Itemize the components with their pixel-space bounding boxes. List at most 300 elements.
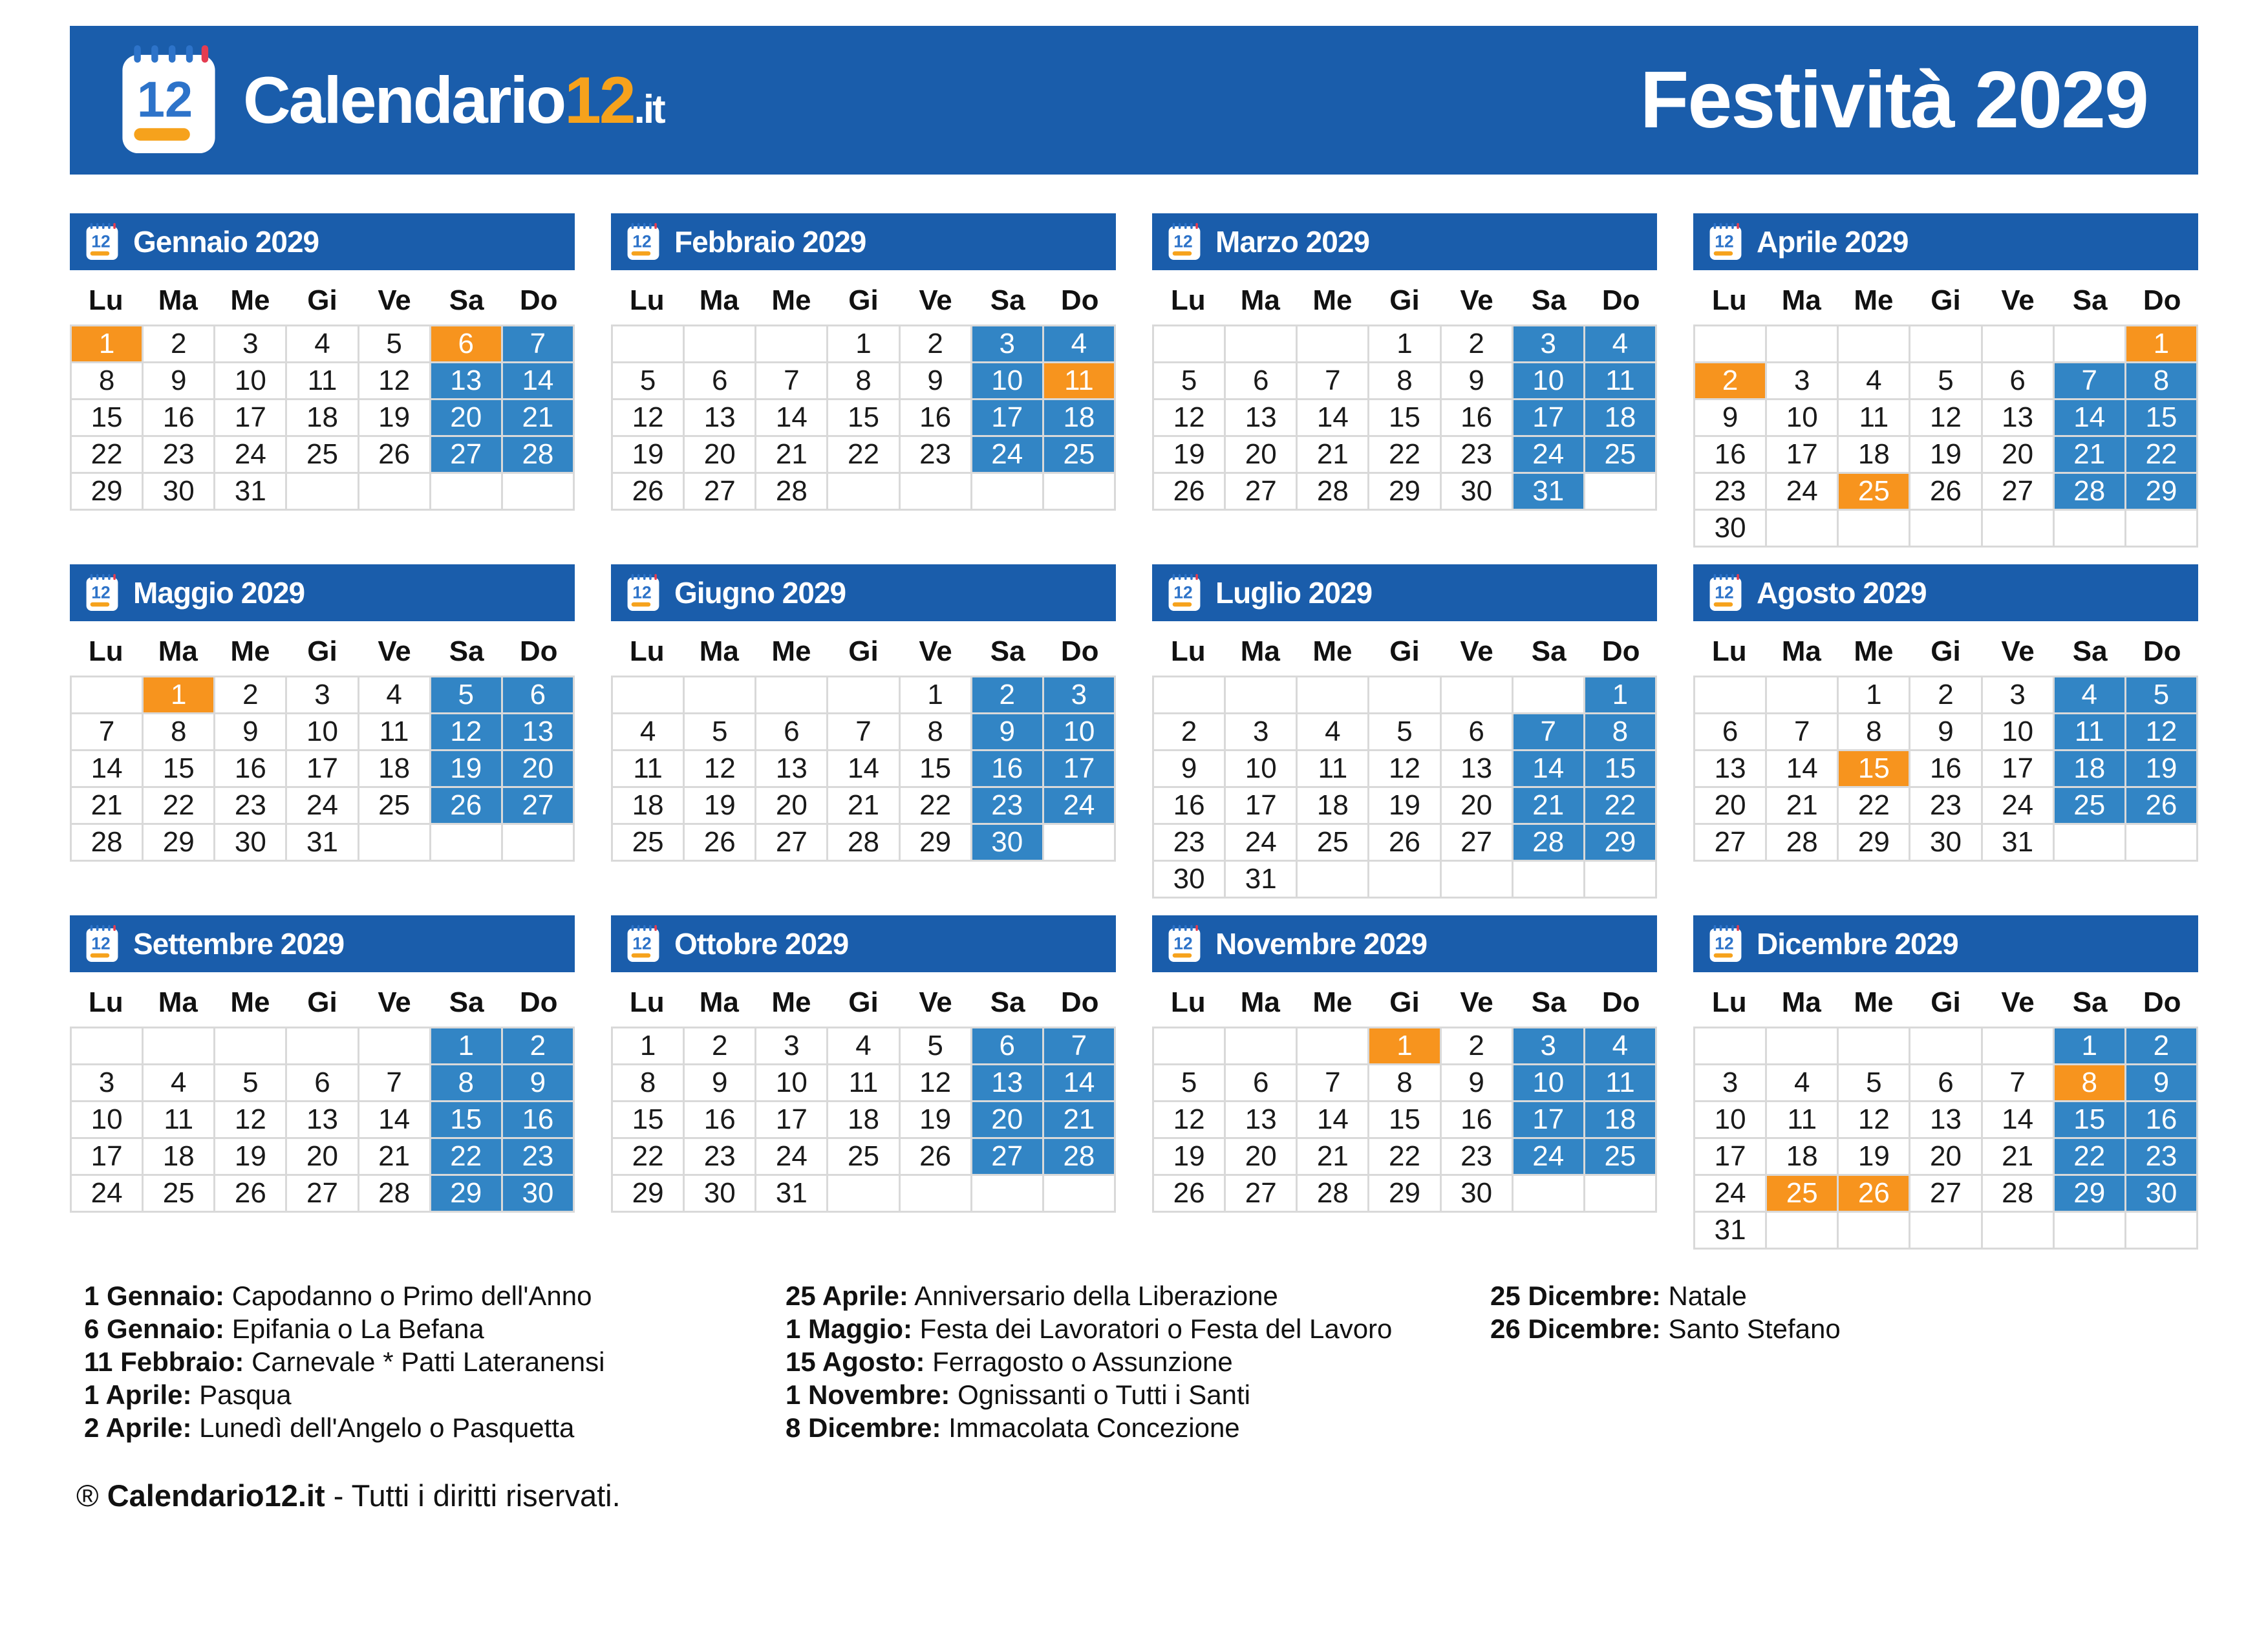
day-cell: 23 xyxy=(1910,787,1982,824)
empty-cell xyxy=(1982,1028,2053,1065)
weekday-header: Gi xyxy=(307,986,337,1018)
month-calendar xyxy=(1693,915,2198,1250)
day-cell: 30 xyxy=(1695,510,1766,547)
weekend-cell: 16 xyxy=(502,1102,573,1138)
brand-name: Calendario xyxy=(243,63,565,137)
weekday-header: Ve xyxy=(2001,986,2035,1018)
empty-cell xyxy=(1225,326,1297,363)
day-cell: 17 xyxy=(286,751,358,787)
day-cell: 28 xyxy=(71,824,143,861)
day-cell: 5 xyxy=(899,1028,971,1065)
day-cell: 22 xyxy=(1369,1138,1440,1175)
weekday-header: Lu xyxy=(1170,986,1206,1018)
weekday-header: Gi xyxy=(307,284,337,316)
day-cell: 3 xyxy=(1695,1065,1766,1102)
day-cell: 2 xyxy=(215,677,286,714)
day-cell: 19 xyxy=(215,1138,286,1175)
day-cell: 3 xyxy=(1766,363,1838,399)
weekend-cell: 26 xyxy=(430,787,502,824)
day-cell: 24 xyxy=(756,1138,828,1175)
weekday-header: Sa xyxy=(990,635,1025,667)
weekday-header: Ma xyxy=(158,986,198,1018)
week-row xyxy=(1695,399,2198,436)
week-row xyxy=(612,326,1115,363)
weekend-cell: 16 xyxy=(971,751,1043,787)
weekend-cell: 3 xyxy=(1512,1028,1584,1065)
calendar-icon xyxy=(1709,223,1742,261)
empty-cell xyxy=(756,677,828,714)
day-cell: 14 xyxy=(1297,1102,1369,1138)
month-title: Luglio 2029 xyxy=(1215,576,1373,610)
day-cell: 2 xyxy=(1440,1028,1512,1065)
day-cell: 19 xyxy=(1838,1138,1910,1175)
day-cell: 1 xyxy=(899,677,971,714)
day-cell: 6 xyxy=(286,1065,358,1102)
legend-desc: Ognissanti o Tutti i Santi xyxy=(957,1379,1250,1410)
legend-column xyxy=(1490,1279,2268,1444)
day-cell: 6 xyxy=(684,363,756,399)
day-cell: 27 xyxy=(1695,824,1766,861)
day-cell: 11 xyxy=(143,1102,215,1138)
svg-text:12: 12 xyxy=(1715,231,1734,251)
day-cell: 3 xyxy=(756,1028,828,1065)
weekend-cell: 15 xyxy=(2125,399,2197,436)
empty-cell xyxy=(358,824,430,861)
day-cell: 4 xyxy=(358,677,430,714)
calendar-icon xyxy=(1709,925,1742,963)
weekend-cell: 17 xyxy=(971,399,1043,436)
day-cell: 3 xyxy=(286,677,358,714)
day-cell: 22 xyxy=(612,1138,684,1175)
empty-cell xyxy=(1766,326,1838,363)
month-title: Agosto 2029 xyxy=(1757,576,1927,610)
legend-item xyxy=(84,1345,786,1378)
day-cell: 18 xyxy=(143,1138,215,1175)
week-row xyxy=(71,436,574,473)
weekday-header: Do xyxy=(1601,284,1640,316)
empty-cell xyxy=(502,824,573,861)
empty-cell xyxy=(1838,510,1910,547)
legend-desc: Pasqua xyxy=(199,1379,292,1410)
day-cell: 22 xyxy=(1838,787,1910,824)
weekend-cell: 18 xyxy=(2053,751,2125,787)
calendar-icon xyxy=(626,223,660,261)
empty-cell xyxy=(1982,1212,2053,1249)
weekday-header: Lu xyxy=(88,986,123,1018)
day-cell: 7 xyxy=(828,714,899,751)
weekend-cell: 20 xyxy=(430,399,502,436)
week-row xyxy=(71,363,574,399)
day-cell: 28 xyxy=(1297,473,1369,510)
month-title: Novembre 2029 xyxy=(1215,927,1428,961)
weekday-header: Me xyxy=(230,635,270,667)
day-cell: 13 xyxy=(1910,1102,1982,1138)
weekday-header: Lu xyxy=(1170,284,1206,316)
day-cell: 20 xyxy=(684,436,756,473)
legend-desc: Epifania o La Befana xyxy=(231,1314,484,1344)
svg-text:12: 12 xyxy=(1173,231,1193,251)
legend-date: 11 Febbraio: xyxy=(84,1347,244,1377)
month-calendar xyxy=(70,564,575,862)
day-cell: 12 xyxy=(899,1065,971,1102)
day-cell: 28 xyxy=(1297,1175,1369,1212)
month-day-grid xyxy=(611,1027,1116,1213)
weekday-header: Sa xyxy=(449,284,484,316)
empty-cell xyxy=(612,326,684,363)
day-cell: 21 xyxy=(1766,787,1838,824)
week-row xyxy=(1153,714,1656,751)
legend-date: 1 Maggio: xyxy=(786,1314,912,1344)
day-cell: 14 xyxy=(1982,1102,2053,1138)
weekend-cell: 15 xyxy=(430,1102,502,1138)
empty-cell xyxy=(430,473,502,510)
weekend-cell: 29 xyxy=(2053,1175,2125,1212)
calendar-icon xyxy=(85,925,119,963)
weekend-cell: 30 xyxy=(2125,1175,2197,1212)
weekend-cell: 23 xyxy=(971,787,1043,824)
day-cell: 26 xyxy=(684,824,756,861)
day-cell: 23 xyxy=(143,436,215,473)
empty-cell xyxy=(1584,1175,1656,1212)
week-row xyxy=(1153,1065,1656,1102)
weekday-header: Lu xyxy=(629,284,665,316)
weekend-cell: 2 xyxy=(502,1028,573,1065)
weekend-cell: 13 xyxy=(971,1065,1043,1102)
brand-number: 12 xyxy=(564,63,634,137)
calendar-icon xyxy=(85,223,119,261)
day-cell: 17 xyxy=(756,1102,828,1138)
weekday-header: Lu xyxy=(1170,635,1206,667)
month-day-grid xyxy=(1693,325,2198,548)
legend-date: 25 Dicembre: xyxy=(1490,1281,1661,1311)
weekday-header-row xyxy=(1152,972,1657,1027)
day-cell: 15 xyxy=(612,1102,684,1138)
weekday-header: Do xyxy=(1060,635,1099,667)
day-cell: 3 xyxy=(1982,677,2053,714)
weekday-header: Ma xyxy=(158,284,198,316)
weekday-header: Ma xyxy=(1781,635,1821,667)
day-cell: 4 xyxy=(1838,363,1910,399)
day-cell: 30 xyxy=(1440,1175,1512,1212)
weekend-cell: 10 xyxy=(1043,714,1115,751)
weekday-header: Gi xyxy=(307,635,337,667)
month-calendar xyxy=(1152,564,1657,899)
empty-cell xyxy=(1838,1028,1910,1065)
weekday-header: Gi xyxy=(1931,635,1961,667)
day-cell: 4 xyxy=(612,714,684,751)
weekday-header: Me xyxy=(771,284,811,316)
day-cell: 22 xyxy=(71,436,143,473)
day-cell: 21 xyxy=(358,1138,430,1175)
weekday-header: Sa xyxy=(449,635,484,667)
day-cell: 16 xyxy=(684,1102,756,1138)
weekend-cell: 22 xyxy=(2053,1138,2125,1175)
legend-item xyxy=(786,1279,1490,1312)
weekend-cell: 27 xyxy=(971,1138,1043,1175)
day-cell: 2 xyxy=(1440,326,1512,363)
week-row xyxy=(1153,1138,1656,1175)
day-cell: 15 xyxy=(1369,399,1440,436)
day-cell: 21 xyxy=(756,436,828,473)
month-day-grid xyxy=(70,676,575,862)
empty-cell xyxy=(612,677,684,714)
weekend-cell: 11 xyxy=(2053,714,2125,751)
week-row xyxy=(1695,473,2198,510)
calendar-icon xyxy=(1168,223,1201,261)
empty-cell xyxy=(2053,824,2125,861)
day-cell: 13 xyxy=(1440,751,1512,787)
day-cell: 31 xyxy=(1225,861,1297,898)
day-cell: 19 xyxy=(1153,1138,1225,1175)
week-row xyxy=(612,363,1115,399)
day-cell: 12 xyxy=(612,399,684,436)
weekday-header: Ma xyxy=(699,635,739,667)
calendar-icon xyxy=(1168,925,1201,963)
day-cell: 21 xyxy=(828,787,899,824)
legend-desc: Ferragosto o Assunzione xyxy=(932,1347,1233,1377)
day-cell: 26 xyxy=(1369,824,1440,861)
weekday-header: Sa xyxy=(2072,635,2108,667)
legend-item xyxy=(1490,1279,2268,1312)
day-cell: 27 xyxy=(684,473,756,510)
calendar-icon xyxy=(85,574,119,612)
legend-item xyxy=(84,1312,786,1345)
empty-cell xyxy=(286,473,358,510)
empty-cell xyxy=(1440,861,1512,898)
day-cell: 28 xyxy=(358,1175,430,1212)
holiday-cell: 11 xyxy=(1043,363,1115,399)
day-cell: 8 xyxy=(71,363,143,399)
day-cell: 11 xyxy=(1766,1102,1838,1138)
day-cell: 14 xyxy=(71,751,143,787)
day-cell: 10 xyxy=(756,1065,828,1102)
week-row xyxy=(71,787,574,824)
day-cell: 27 xyxy=(1982,473,2053,510)
legend-item xyxy=(84,1411,786,1444)
empty-cell xyxy=(1982,326,2053,363)
day-cell: 24 xyxy=(286,787,358,824)
day-cell: 20 xyxy=(1440,787,1512,824)
day-cell: 18 xyxy=(612,787,684,824)
day-cell: 2 xyxy=(1910,677,1982,714)
weekend-cell: 3 xyxy=(971,326,1043,363)
day-cell: 25 xyxy=(828,1138,899,1175)
day-cell: 12 xyxy=(1153,1102,1225,1138)
weekday-header: Ve xyxy=(1460,284,1493,316)
weekday-header: Lu xyxy=(629,635,665,667)
weekday-header: Gi xyxy=(1389,284,1420,316)
legend-desc: Anniversario della Liberazione xyxy=(914,1281,1278,1311)
empty-cell xyxy=(828,677,899,714)
footer-brand: Calendario12.it xyxy=(107,1478,325,1513)
day-cell: 24 xyxy=(1982,787,2053,824)
day-cell: 13 xyxy=(1225,1102,1297,1138)
empty-cell xyxy=(828,473,899,510)
week-row xyxy=(612,399,1115,436)
day-cell: 15 xyxy=(71,399,143,436)
weekday-header: Ve xyxy=(1460,986,1493,1018)
day-cell: 15 xyxy=(828,399,899,436)
day-cell: 8 xyxy=(1369,1065,1440,1102)
weekday-header-row xyxy=(611,270,1116,325)
day-cell: 3 xyxy=(215,326,286,363)
week-row xyxy=(71,1175,574,1212)
legend-date: 8 Dicembre: xyxy=(786,1412,941,1443)
weekday-header: Do xyxy=(2143,635,2181,667)
calendar-icon xyxy=(626,925,660,963)
weekend-cell: 28 xyxy=(1043,1138,1115,1175)
weekday-header: Ve xyxy=(2001,284,2035,316)
day-cell: 7 xyxy=(71,714,143,751)
day-cell: 5 xyxy=(612,363,684,399)
day-cell: 5 xyxy=(1153,1065,1225,1102)
empty-cell xyxy=(1766,510,1838,547)
day-cell: 30 xyxy=(1440,473,1512,510)
weekend-cell: 18 xyxy=(1043,399,1115,436)
day-cell: 10 xyxy=(1982,714,2053,751)
svg-text:12: 12 xyxy=(91,582,111,602)
brand-logo-link[interactable] xyxy=(120,45,664,155)
empty-cell xyxy=(358,1028,430,1065)
day-cell: 25 xyxy=(612,824,684,861)
weekend-cell: 7 xyxy=(2053,363,2125,399)
weekend-cell: 5 xyxy=(2125,677,2197,714)
weekday-header: Do xyxy=(1060,284,1099,316)
week-row xyxy=(1153,787,1656,824)
week-row xyxy=(1695,436,2198,473)
weekend-cell: 2 xyxy=(971,677,1043,714)
day-cell: 30 xyxy=(684,1175,756,1212)
weekday-header: Do xyxy=(519,284,558,316)
month-title: Marzo 2029 xyxy=(1215,225,1370,259)
empty-cell xyxy=(1584,473,1656,510)
empty-cell xyxy=(828,1175,899,1212)
weekend-cell: 1 xyxy=(430,1028,502,1065)
weekend-cell: 7 xyxy=(1512,714,1584,751)
legend-item xyxy=(84,1378,786,1411)
empty-cell xyxy=(971,1175,1043,1212)
month-header xyxy=(1693,564,2198,621)
day-cell: 29 xyxy=(1838,824,1910,861)
weekend-cell: 13 xyxy=(502,714,573,751)
legend-item xyxy=(786,1345,1490,1378)
day-cell: 9 xyxy=(684,1065,756,1102)
day-cell: 21 xyxy=(1297,1138,1369,1175)
empty-cell xyxy=(899,1175,971,1212)
day-cell: 9 xyxy=(1440,1065,1512,1102)
holiday-cell: 1 xyxy=(143,677,215,714)
day-cell: 23 xyxy=(899,436,971,473)
day-cell: 25 xyxy=(358,787,430,824)
day-cell: 29 xyxy=(71,473,143,510)
empty-cell xyxy=(1766,1212,1838,1249)
week-row xyxy=(1695,714,2198,751)
weekday-header-row xyxy=(1693,621,2198,676)
holiday-cell: 25 xyxy=(1838,473,1910,510)
weekend-cell: 28 xyxy=(2053,473,2125,510)
empty-cell xyxy=(1695,326,1766,363)
weekday-header: Do xyxy=(2143,284,2181,316)
weekday-header: Me xyxy=(1854,635,1894,667)
month-header xyxy=(611,213,1116,270)
weekday-header: Ma xyxy=(699,284,739,316)
day-cell: 27 xyxy=(1910,1175,1982,1212)
weekend-cell: 24 xyxy=(1512,436,1584,473)
day-cell: 24 xyxy=(71,1175,143,1212)
svg-text:12: 12 xyxy=(632,231,652,251)
weekday-header: Lu xyxy=(88,284,123,316)
empty-cell xyxy=(1512,1175,1584,1212)
weekday-header: Do xyxy=(519,986,558,1018)
day-cell: 17 xyxy=(1982,751,2053,787)
week-row xyxy=(71,1138,574,1175)
weekend-cell: 14 xyxy=(502,363,573,399)
day-cell: 14 xyxy=(828,751,899,787)
empty-cell xyxy=(1440,677,1512,714)
weekday-header: Gi xyxy=(1931,986,1961,1018)
day-cell: 2 xyxy=(143,326,215,363)
weekday-header-row xyxy=(611,972,1116,1027)
empty-cell xyxy=(2053,326,2125,363)
weekday-header: Gi xyxy=(1389,635,1420,667)
day-cell: 22 xyxy=(1369,436,1440,473)
week-row xyxy=(1695,1028,2198,1065)
day-cell: 7 xyxy=(1297,1065,1369,1102)
weekend-cell: 29 xyxy=(1584,824,1656,861)
day-cell: 7 xyxy=(1982,1065,2053,1102)
day-cell: 20 xyxy=(1225,1138,1297,1175)
day-cell: 1 xyxy=(612,1028,684,1065)
day-cell: 3 xyxy=(1225,714,1297,751)
month-header xyxy=(70,915,575,972)
week-row xyxy=(1695,1102,2198,1138)
empty-cell xyxy=(1153,326,1225,363)
day-cell: 8 xyxy=(899,714,971,751)
day-cell: 5 xyxy=(358,326,430,363)
weekend-cell: 31 xyxy=(1512,473,1584,510)
empty-cell xyxy=(684,677,756,714)
day-cell: 29 xyxy=(899,824,971,861)
weekend-cell: 25 xyxy=(1584,436,1656,473)
day-cell: 9 xyxy=(143,363,215,399)
weekend-cell: 27 xyxy=(502,787,573,824)
day-cell: 23 xyxy=(1440,436,1512,473)
day-cell: 23 xyxy=(684,1138,756,1175)
empty-cell xyxy=(1297,1028,1369,1065)
day-cell: 5 xyxy=(1369,714,1440,751)
week-row xyxy=(1153,1102,1656,1138)
empty-cell xyxy=(1153,677,1225,714)
weekend-cell: 20 xyxy=(971,1102,1043,1138)
empty-cell xyxy=(1910,1028,1982,1065)
holiday-cell: 1 xyxy=(71,326,143,363)
day-cell: 31 xyxy=(215,473,286,510)
day-cell: 1 xyxy=(1369,326,1440,363)
month-calendar xyxy=(1152,213,1657,511)
brand-tld: .it xyxy=(634,87,664,132)
month-title: Maggio 2029 xyxy=(133,576,305,610)
day-cell: 10 xyxy=(1766,399,1838,436)
week-row xyxy=(1153,824,1656,861)
weekend-cell: 2 xyxy=(2125,1028,2197,1065)
day-cell: 20 xyxy=(756,787,828,824)
day-cell: 26 xyxy=(1153,473,1225,510)
month-title: Ottobre 2029 xyxy=(674,927,849,961)
day-cell: 28 xyxy=(1766,824,1838,861)
day-cell: 4 xyxy=(1297,714,1369,751)
day-cell: 11 xyxy=(828,1065,899,1102)
legend-item xyxy=(786,1411,1490,1444)
